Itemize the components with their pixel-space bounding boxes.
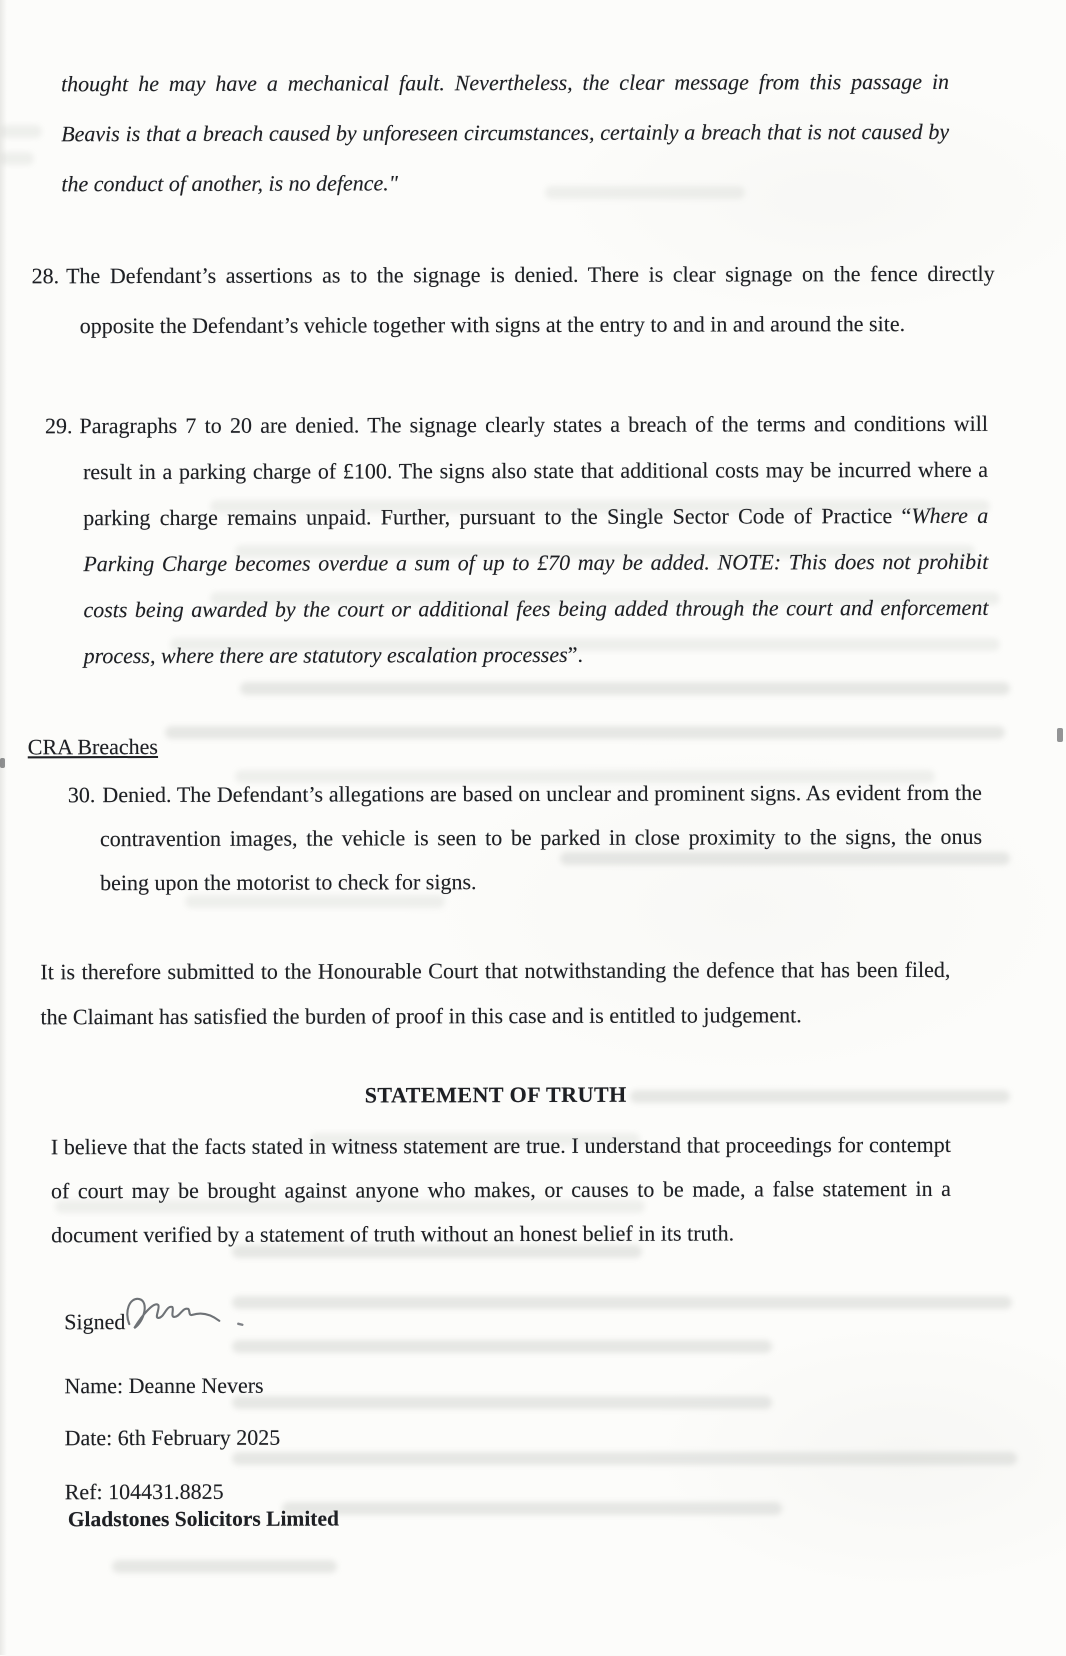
name-label: Name:	[64, 1373, 124, 1399]
date-line	[65, 1425, 281, 1452]
paragraph-number: 30.	[67, 782, 96, 808]
submission-paragraph: It is therefore submitted to the Honourable Court that notwithstanding the defence that has been filed, the Claimant has satisfied the burden of proof in this case and is entitled to judgement.	[40, 956, 951, 1030]
paragraph-text: The Defendant’s assertions as to the signage is denied. There is clear signage on the fence directly opposite the Defendant’s vehicle together with signs at the entry to and in and around the site.	[66, 260, 995, 339]
handwritten-signature	[113, 1284, 263, 1344]
date-label: Date:	[64, 1425, 113, 1451]
ref-label: Ref:	[64, 1479, 103, 1505]
quoted-passage-continuation: thought he may have a mechanical fault. Nevertheless, the clear message from this passage in Beavis is that a breach caused by unforeseen circumstances, certainly a breach that is not caused by the conduct of another, is no defence."	[61, 68, 950, 197]
name-value: Deanne Nevers	[128, 1372, 264, 1399]
paragraph-text: ”.	[567, 641, 583, 667]
section-heading-cra-breaches: CRA Breaches	[27, 733, 158, 760]
ref-line	[65, 1479, 224, 1505]
paragraph-text: Paragraphs 7 to 20 are denied. The signage clearly states a breach of the terms and conditions will result in a parking charge of £100. The signs also state that additional costs may be incurred where a parking charge remains unpaid. Further, pursuant to the Single Sector Code of Practice “	[79, 410, 989, 531]
statement-of-truth-heading: STATEMENT OF TRUTH	[364, 1081, 627, 1108]
paragraph-text: Denied. The Defendant’s allegations are based on unclear and prominent signs. As evident from the contravention images, the vehicle is seen to be parked in close proximity to the signs, the onus being upon the motorist to check for signs.	[99, 779, 983, 896]
code-of-practice-quote: Where a Parking Charge becomes overdue a sum of up to £70 may be added. NOTE: This does not prohibit costs being awarded by the court or additional fees being added through the court and enforcement process, where there are statutory escalation processes	[83, 502, 989, 669]
signed-label: Signed	[64, 1309, 126, 1335]
law-firm-name: Gladstones Solicitors Limited	[67, 1506, 339, 1532]
statement-of-truth-body: I believe that the facts stated in witness statement are true. I understand that proceedings for contempt of court may be brought against anyone who makes, or causes to be made, a false statement in a document verified by a statement of truth without an honest belief in its truth.	[50, 1131, 951, 1248]
paragraph-number: 29.	[44, 413, 73, 439]
paragraph-30	[68, 771, 982, 905]
paragraph-28	[31, 249, 994, 352]
name-line	[64, 1373, 263, 1400]
date-value: 6th February 2025	[117, 1424, 281, 1451]
ref-value: 104431.8825	[108, 1478, 224, 1505]
paragraph-29	[45, 401, 989, 679]
paragraph-number: 28.	[31, 263, 60, 289]
